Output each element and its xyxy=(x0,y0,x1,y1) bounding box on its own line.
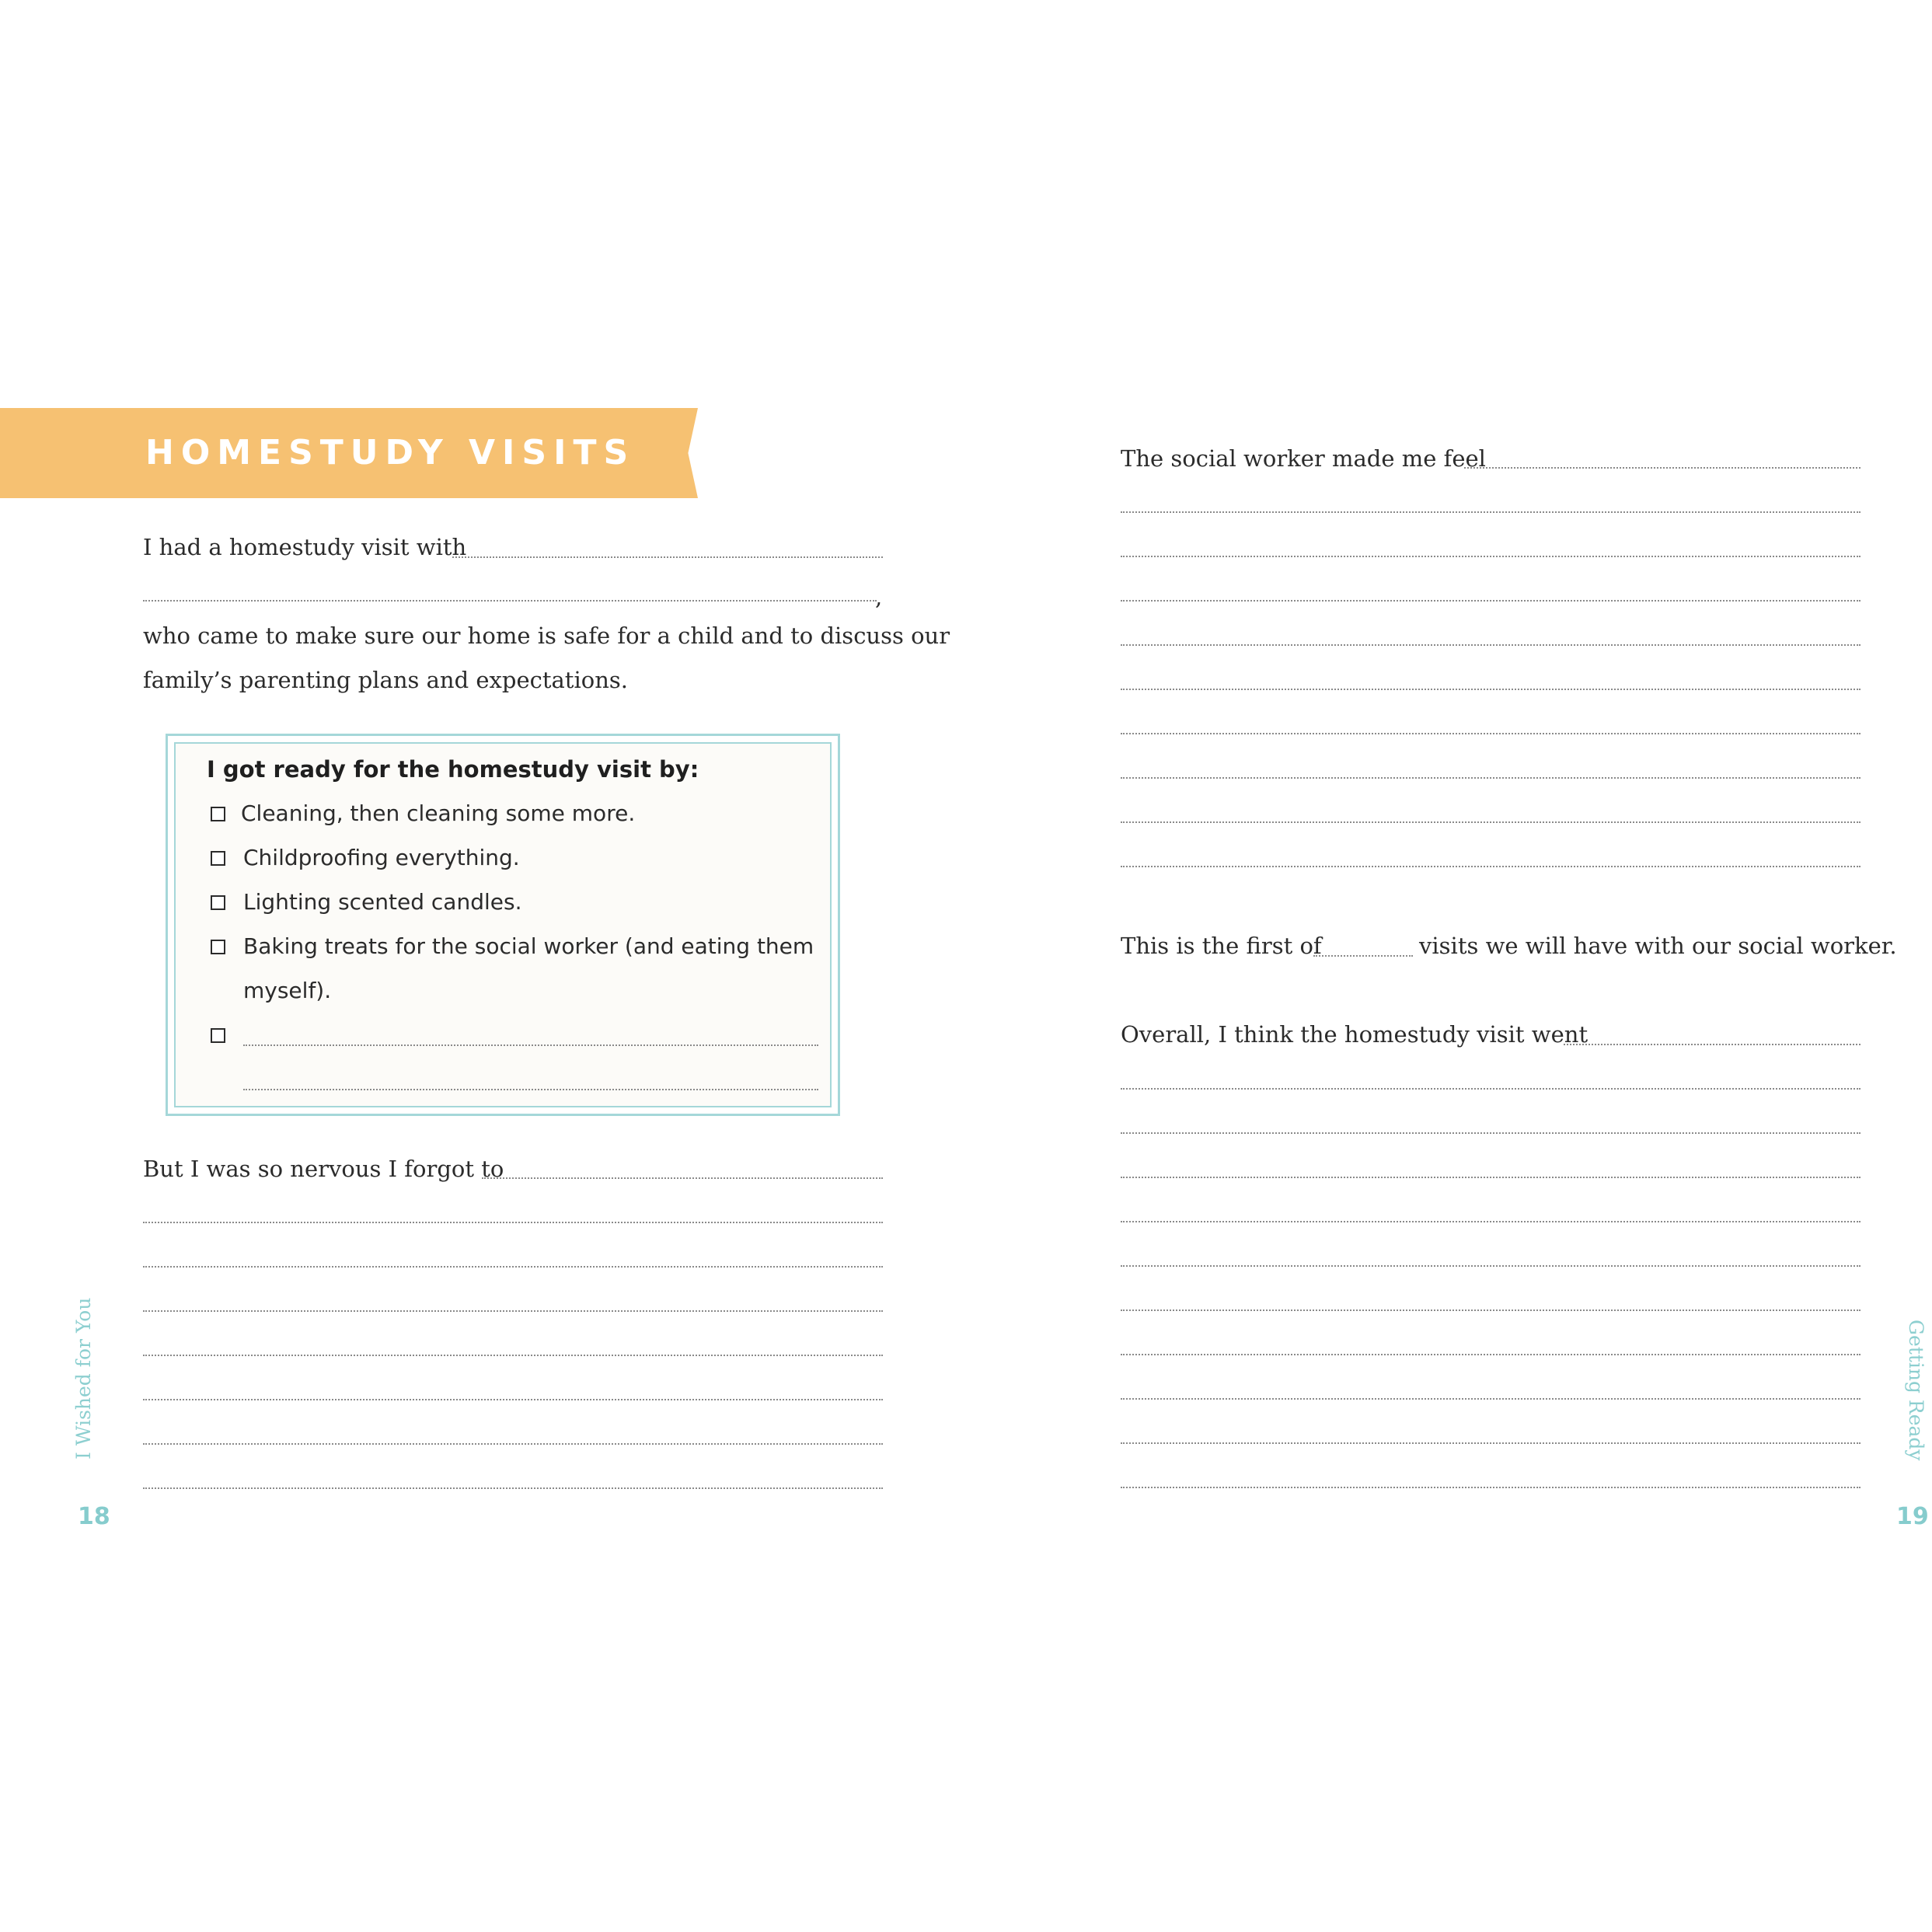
checklist-item: Childproofing everything. xyxy=(243,845,520,870)
writing-line[interactable] xyxy=(1121,1310,1861,1311)
visits-suffix: visits we will have with our social worker. xyxy=(1419,933,1897,959)
page-number-left: 18 xyxy=(78,1503,110,1530)
overall-prompt: Overall, I think the homestudy visit went xyxy=(1121,1021,1588,1048)
checklist-box xyxy=(166,734,840,1116)
social-worker-name-line[interactable] xyxy=(452,556,883,558)
writing-line[interactable] xyxy=(1121,644,1861,646)
writing-line[interactable] xyxy=(143,1355,883,1356)
checklist-item-continued: myself). xyxy=(243,978,332,1003)
writing-line[interactable] xyxy=(1121,1221,1861,1222)
writing-line[interactable] xyxy=(143,1266,883,1268)
checkbox[interactable] xyxy=(211,895,225,910)
writing-line[interactable] xyxy=(143,1443,883,1445)
checkbox[interactable] xyxy=(211,1028,225,1043)
checklist-item: Lighting scented candles. xyxy=(243,889,522,915)
writing-line[interactable] xyxy=(1121,556,1861,557)
checkbox[interactable] xyxy=(211,851,225,866)
homestudy-visit-prompt: I had a homestudy visit with xyxy=(143,534,467,560)
writing-line[interactable] xyxy=(1121,1177,1861,1178)
checklist-item: Cleaning, then cleaning some more. xyxy=(241,800,636,826)
writing-line[interactable] xyxy=(1121,733,1861,734)
writing-line[interactable] xyxy=(1121,511,1861,513)
forgot-prompt: But I was so nervous I forgot to xyxy=(143,1156,504,1182)
comma: , xyxy=(875,584,883,610)
checkbox[interactable] xyxy=(211,940,225,954)
writing-line[interactable] xyxy=(1121,1088,1861,1090)
writing-line[interactable] xyxy=(1121,1132,1861,1134)
section-title: HOMESTUDY VISITS xyxy=(145,433,636,473)
writing-line[interactable] xyxy=(1121,600,1861,602)
checklist-item: Baking treats for the social worker (and eating them xyxy=(243,933,814,959)
writing-line[interactable] xyxy=(1121,1398,1861,1400)
page-number-right: 19 xyxy=(1896,1503,1929,1530)
checklist-heading: I got ready for the homestudy visit by: xyxy=(207,756,699,783)
social-worker-name-line-2[interactable] xyxy=(143,600,877,602)
writing-line[interactable] xyxy=(1121,866,1861,867)
writing-line[interactable] xyxy=(1121,821,1861,823)
writing-line[interactable] xyxy=(1121,1487,1861,1488)
writing-line[interactable] xyxy=(143,1399,883,1400)
visit-count-line[interactable] xyxy=(1313,955,1413,957)
writing-line[interactable] xyxy=(143,1310,883,1312)
running-head-right: Getting Ready xyxy=(1905,1320,1927,1461)
custom-item-line[interactable] xyxy=(243,1044,818,1046)
writing-line[interactable] xyxy=(1121,689,1861,690)
feel-answer-line[interactable] xyxy=(1464,467,1861,469)
writing-line[interactable] xyxy=(1121,777,1861,779)
intro-text-line: who came to make sure our home is safe for a child and to discuss our xyxy=(143,622,950,649)
forgot-answer-line[interactable] xyxy=(482,1177,883,1179)
intro-text-line: family’s parenting plans and expectations. xyxy=(143,667,628,693)
writing-line[interactable] xyxy=(1121,1354,1861,1355)
checklist-box-inner xyxy=(174,742,832,1107)
visits-prefix: This is the first of xyxy=(1121,933,1322,959)
feel-prompt: The social worker made me feel xyxy=(1121,445,1486,472)
running-head-left: I Wished for You xyxy=(72,1297,95,1459)
overall-answer-line[interactable] xyxy=(1564,1044,1861,1045)
writing-line[interactable] xyxy=(1121,1442,1861,1444)
writing-line[interactable] xyxy=(1121,1265,1861,1267)
writing-line[interactable] xyxy=(143,1487,883,1489)
checkbox[interactable] xyxy=(211,807,225,821)
writing-line[interactable] xyxy=(143,1222,883,1223)
custom-item-line-2[interactable] xyxy=(243,1089,818,1090)
